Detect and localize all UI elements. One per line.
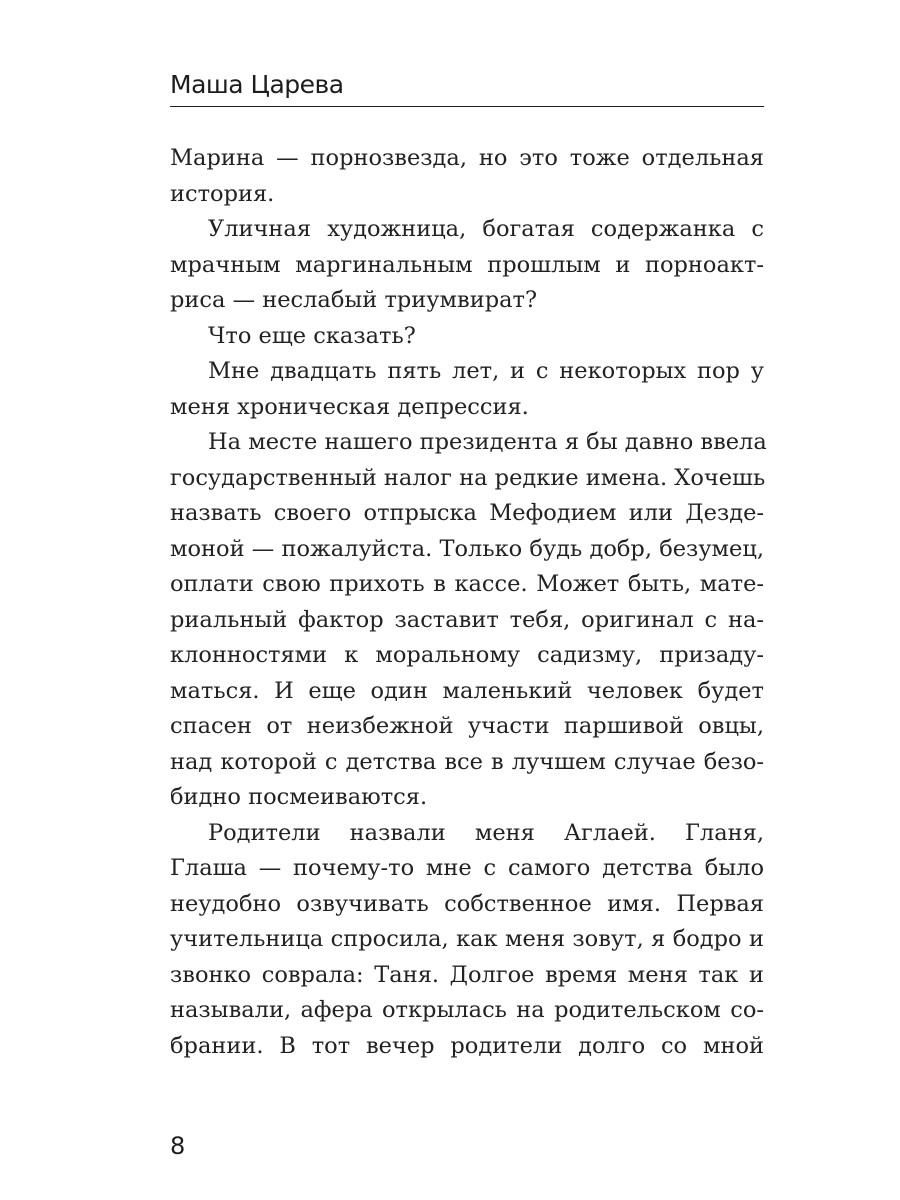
header-rule	[170, 106, 764, 107]
text-line: Мне двадцать пять лет, и с некоторых пор у	[208, 358, 764, 384]
text-line: звонко соврала: Таня. Долгое время меня так и	[170, 961, 764, 988]
text-line: Марина — порнозвезда, но это тоже отдельная	[170, 145, 764, 171]
text-line: Уличная художница, богатая содержанка с	[208, 216, 764, 242]
text-line: маться. И еще один маленький человек будет	[170, 677, 764, 704]
text-line: история.	[170, 180, 275, 207]
text-line: государственный налог на редкие имена. Хочешь	[170, 464, 766, 491]
text-line: меня хроническая депрессия.	[170, 393, 529, 420]
text-line: риальный фактор заставит тебя, оригинал с на-	[170, 606, 764, 633]
text-line: бидно посмеиваются.	[170, 784, 428, 810]
page-number: 8	[170, 1132, 186, 1160]
text-line: риса — неслабый триумвират?	[170, 287, 538, 313]
paragraph	[170, 354, 764, 425]
body-text	[170, 141, 767, 1064]
text-line: моной — пожалуйста. Только будь добр, безумец,	[170, 535, 764, 562]
paragraph	[170, 141, 764, 212]
text-line: Что еще сказать?	[208, 322, 416, 349]
text-line: называли, афера открылась на родительском со-	[170, 997, 764, 1023]
text-line: Глаша — почему-то мне с самого детства было	[170, 855, 764, 881]
text-line: оплати свою прихоть в кассе. Может быть, мате-	[170, 571, 764, 597]
paragraph	[170, 212, 764, 319]
text-line: назвать своего отпрыска Мефодием или Дезде-	[170, 500, 764, 526]
text-line: над которой с детства все в лучшем случае безо-	[170, 748, 764, 775]
paragraph	[170, 319, 764, 355]
text-line: неудобно озвучивать собственное имя. Первая	[170, 890, 764, 917]
text-line: брании. В тот вечер родители долго со мной	[170, 1032, 764, 1059]
paragraph	[170, 425, 767, 816]
text-line: спасен от неизбежной участи паршивой овцы,	[170, 713, 764, 739]
text-line: На месте нашего президента я бы давно ввела	[208, 429, 767, 455]
text-line: Родители назвали меня Аглаей. Гланя,	[208, 819, 764, 846]
text-line: мрачным маргинальным прошлым и порноакт-	[170, 251, 764, 278]
text-line: учительница спросила, как меня зовут, я бодро и	[170, 926, 764, 952]
paragraph	[170, 816, 764, 1065]
running-head: Маша Царева	[170, 70, 344, 99]
text-line: клонностями к моральному садизму, призаду-	[170, 642, 764, 668]
